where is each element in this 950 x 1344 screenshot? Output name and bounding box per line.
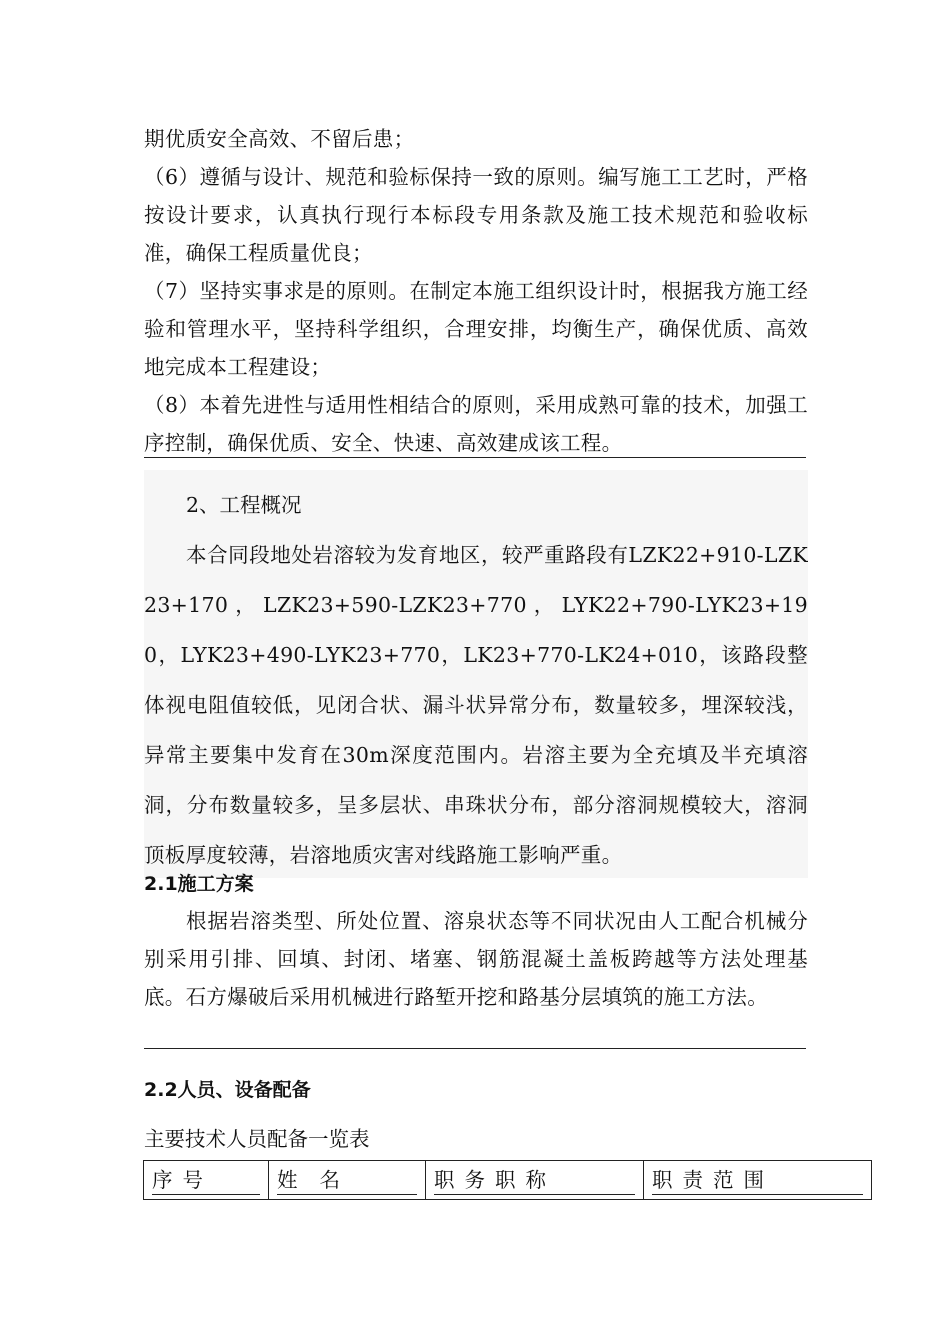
principle-6-paragraph: （6）遵循与设计、规范和验标保持一致的原则。编写施工工艺时，严格按设计要求，认真执行现行本标段专用条款及施工技术规范和验收标准，确保工程质量优良；: [144, 165, 808, 265]
intro-section: [144, 120, 808, 462]
project-overview-section: [144, 470, 808, 878]
overview-body: 本合同段地处岩溶较为发育地区，较严重路段有LZK22+910-LZK23+170，LZK23+590-LZK23+770，LYK22+790-LYK23+190，LYK23+490-LYK23+770，LK23+770-LK24+010，该路段整体视电阻值较低，见闭合状、漏斗状异常分布，数量较多，埋深较浅，异常主要集中发育在30m深度范围内。岩溶主要为全充填及半充填溶洞，分布数量较多，呈多层状、串珠状分布，部分溶洞规模较大，溶洞顶板厚度较薄，岩溶地质灾害对线路施工影响严重。: [144, 543, 808, 867]
section-divider: [144, 457, 806, 458]
overview-heading: 2、工程概况: [186, 493, 302, 517]
construction-plan-section: [144, 866, 808, 1016]
table-header-row: [144, 1161, 872, 1200]
plan-heading: 2.1施工方案: [144, 873, 254, 895]
table-header-cell: [426, 1161, 644, 1200]
column-header-title: 职务职称: [434, 1166, 635, 1195]
column-header-name: 姓名: [277, 1166, 417, 1195]
column-header-index: 序号: [152, 1166, 260, 1195]
section-divider: [144, 1048, 806, 1049]
table-header-cell: [144, 1161, 269, 1200]
plan-body: 根据岩溶类型、所处位置、溶泉状态等不同状况由人工配合机械分别采用引排、回填、封闭、堵塞、钢筋混凝土盖板跨越等方法处理基底。石方爆破后采用机械进行路堑开挖和路基分层填筑的施工方法。: [144, 909, 808, 1009]
intro-paragraph-continuation: 期优质安全高效、不留后患；: [144, 127, 415, 151]
staff-table: [143, 1160, 872, 1200]
column-header-responsibility: 职责范围: [652, 1166, 863, 1195]
table-header-cell: [644, 1161, 872, 1200]
table-header-cell: [269, 1161, 426, 1200]
table-caption: 主要技术人员配备一览表: [144, 1127, 370, 1151]
staffing-heading: 2.2人员、设备配备: [144, 1079, 311, 1101]
principle-8-paragraph: （8）本着先进性与适用性相结合的原则，采用成熟可靠的技术，加强工序控制，确保优质、安全、快速、高效建成该工程。: [144, 393, 808, 455]
principle-7-paragraph: （7）坚持实事求是的原则。在制定本施工组织设计时，根据我方施工经验和管理水平，坚持科学组织，合理安排，均衡生产，确保优质、高效地完成本工程建设；: [144, 279, 808, 379]
